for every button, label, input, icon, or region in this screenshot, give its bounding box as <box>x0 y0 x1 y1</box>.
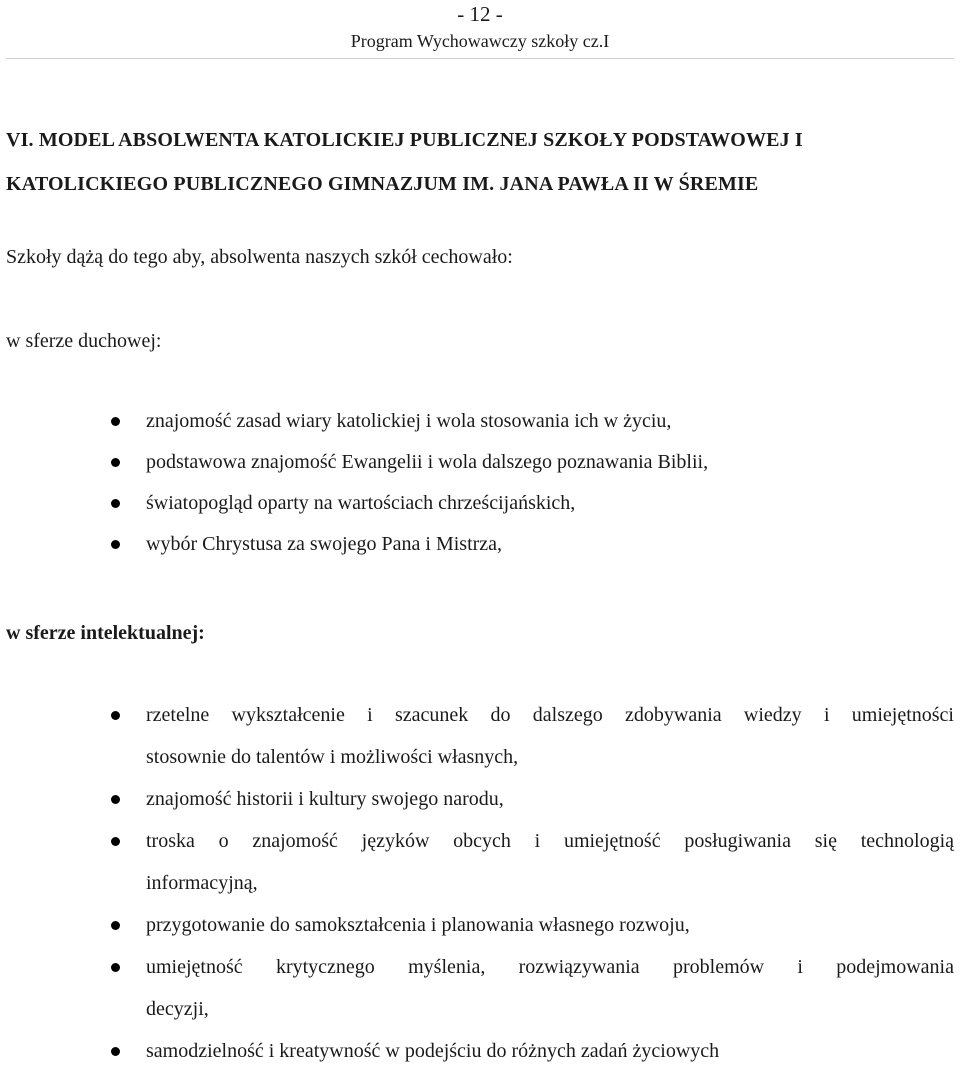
intellectual-sphere-heading: w sferze intelektualnej: <box>6 622 205 644</box>
list-item <box>0 904 954 946</box>
list-item-text-continued: decyzji, <box>146 998 209 1020</box>
header-divider <box>6 58 954 59</box>
bullet-icon <box>111 837 120 846</box>
list-item-text: światopogląd oparty na wartościach chrześcijańskich, <box>146 492 576 514</box>
list-item-text: umiejętność krytycznego myślenia, rozwiązywania problemów i podejmowania <box>146 956 954 978</box>
spiritual-sphere-list <box>0 406 960 570</box>
list-item <box>0 820 954 904</box>
bullet-icon <box>111 1047 120 1056</box>
list-item <box>0 406 954 436</box>
list-item <box>0 778 954 820</box>
list-item <box>0 694 954 778</box>
bullet-icon <box>111 921 120 930</box>
list-item <box>0 488 954 518</box>
list-item-text-continued: stosownie do talentów i możliwości własnych, <box>146 746 519 768</box>
intro-paragraph: Szkoły dążą do tego aby, absolwenta naszych szkół cechowało: <box>6 246 513 268</box>
list-item-text: znajomość historii i kultury swojego narodu, <box>146 788 504 810</box>
bullet-icon <box>111 458 120 467</box>
list-item-text: rzetelne wykształcenie i szacunek do dalszego zdobywania wiedzy i umiejętności <box>146 704 954 726</box>
list-item-text: znajomość zasad wiary katolickiej i wola stosowania ich w życiu, <box>146 410 672 432</box>
bullet-icon <box>111 417 120 426</box>
intellectual-sphere-list <box>0 694 960 1072</box>
list-item <box>0 946 954 1030</box>
bullet-icon <box>111 499 120 508</box>
list-item <box>0 447 954 477</box>
list-item-text: troska o znajomość języków obcych i umiejętność posługiwania się technologią <box>146 830 954 852</box>
spiritual-sphere-heading: w sferze duchowej: <box>6 330 162 352</box>
list-item-text: wybór Chrystusa za swojego Pana i Mistrza, <box>146 533 503 555</box>
list-item-text-continued: informacyjną, <box>146 872 258 894</box>
list-item-text: podstawowa znajomość Ewangelii i wola dalszego poznawania Biblii, <box>146 451 709 473</box>
section-title: VI. MODEL ABSOLWENTA KATOLICKIEJ PUBLICZNEJ SZKOŁY PODSTAWOWEJ I KATOLICKIEGO PUBLICZNEGO GIMNAZJUM IM. JANA PAWŁA II W ŚREMIE <box>6 129 803 195</box>
list-item <box>0 529 954 559</box>
list-item-text: samodzielność i kreatywność w podejściu do różnych zadań życiowych <box>146 1040 720 1062</box>
running-header: Program Wychowawczy szkoły cz.I <box>350 31 610 51</box>
list-item-text: przygotowanie do samokształcenia i planowania własnego rozwoju, <box>146 914 690 936</box>
list-item <box>0 1030 954 1072</box>
bullet-icon <box>111 795 120 804</box>
bullet-icon <box>111 963 120 972</box>
page-number: - 12 - <box>457 2 503 26</box>
bullet-icon <box>111 540 120 549</box>
bullet-icon <box>111 711 120 720</box>
